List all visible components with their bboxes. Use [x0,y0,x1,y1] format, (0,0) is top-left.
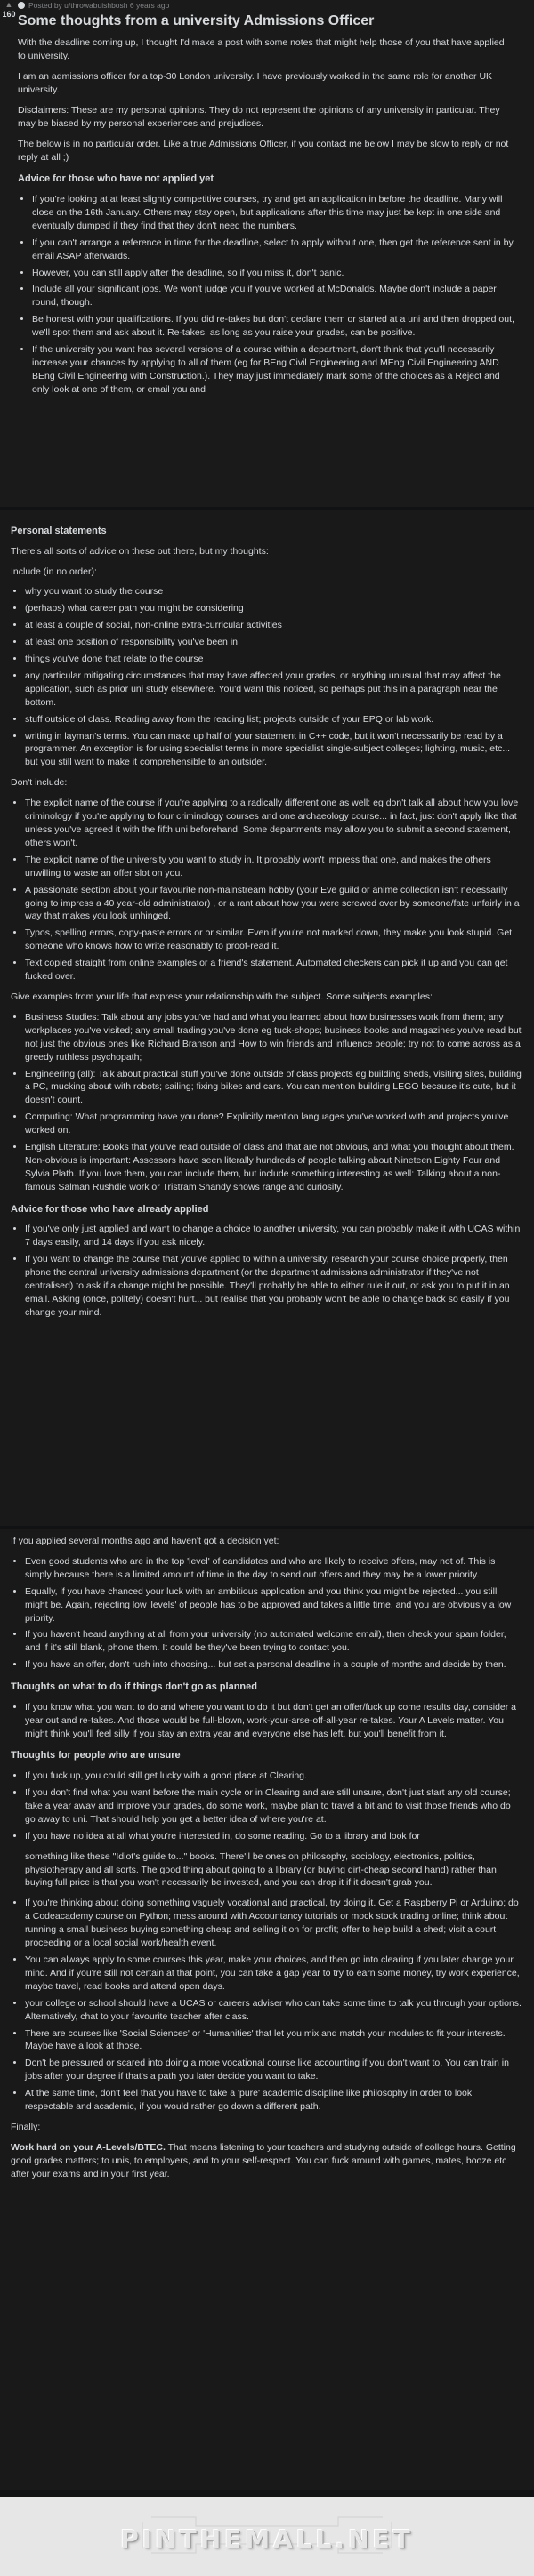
list-item: • English Literature: Books that you've read outside of class and that are not obvious, and what you thought about them. Non-obvious is important: Assessors have seen literally hundreds of people talking about Nineteen Eighty Four and Sylvia Plath. If you love them, you can include them, but include something interesting as well: Talking about a non-famous Salman Rushdie work or Tristram Shandy shows range and curiosity. [25,1141,522,1194]
list-item: • The explicit name of the course if you're applying to a radically different one as well: eg don't talk all about how you love criminology if you're applying to four criminology courses and one archaeology course... in fact, just don't apply like that unless you've agreed it with the fifth uni beforehand. Some departments may allow you to submit a second statement, others won't. [25,797,522,850]
intro-paragraph: Disclaimers: These are my personal opinions. They do not represent the opinions of any university in particular. They may be biased by my personal experiences and prejudices. [18,104,500,129]
finally-paragraph [11,2141,522,2181]
list-item: • Be honest with your qualifications. If you did re-takes but don't declare them or started at a uni and then dropped out, we'll spot them and ask about it. Re-takes, as long as you raise your grades, can be positive. [32,313,514,340]
dont-include-list [11,797,522,983]
list-item: • Engineering (all): Talk about practical stuff you've done outside of class projects eg building sheds, visiting sites, building a PC, mucking about with robots; sailing; fixing bikes and cars. You can mention building LEGO because it's cute, but it doesn't count. [25,1068,522,1108]
list-item: • things you've done that relate to the course [25,653,522,666]
unsure-list-more [11,1897,522,2114]
post-meta-text[interactable]: Posted by u/throwabuishbosh 6 years ago [28,0,170,10]
list-item: • Don't be pressured or scared into doing a more vocational course like accounting if you don't want to. You can train in jobs after your degree if that's a path you later decide you want to take. [25,2057,522,2083]
list-item: • Computing: What programming have you done? Explicitly mention languages you've worked with and projects you've worked on. [25,1111,522,1137]
post-body-part-3 [0,1535,534,2181]
list-item: • A passionate section about your favourite non-mainstream hobby (your Eve guild or anime collection isn't necessarily going to impress a 40 year-old administrator) , or a rant about how you were screwed over by someone/fate unfairly in a way that makes you look unhinged. [25,884,522,924]
list-item: • any particular mitigating circumstances that may have affected your grades, or anything unusual that may affect the application, such as prior uni study elsewhere. You'd want this noticed, so perhaps put this in a paragraph near the bottom. [25,670,522,710]
list-item: • If the university you want has several versions of a course within a department, don't think that you'll necessarily increase your chances by applying to all of them (eg for BEng Civil Engineering and MEng Civil Engineering AND BEng Civil Engineering with Construction.). They may just immediately mark some of the choices as a Reject and only look at one of them, or email you and [32,343,514,397]
list-item: something like these "Idiot's guide to..." books. There'll be ones on philosophy, sociology, electronics, politics, physiotherapy and all sorts. The good thing about going to a library (or buying dirt-cheap second hand) rather than buying full price is that you won't necessarily be invested, and you can drop it if it doesn't grab you. [25,1850,497,1889]
list-item: • If you're thinking about doing something vaguely vocational and practical, try doing it. Get a Raspberry Pi or Arduino; do a Codeacademy course on Python; mess around with Accountancy tutorials or mock stock trading online; think about running a small business buying something cheap and selling it on for profit; offer to help build a shed; visit a court proceeding or a local social work/health event. [25,1897,522,1950]
user-avatar-icon[interactable] [18,2,25,9]
list-item: • You can always apply to some courses this year, make your choices, and then go into clearing if you later change your mind. And if you're still not certain at that point, you can take a gap year to try to earn some money, try work experience, maybe travel, read books and attend open days. [25,1954,522,1994]
section-heading: Thoughts on what to do if things don't go as planned [11,1681,257,1693]
list-item: • Equally, if you have chanced your luck with an ambitious application and you think you might be rejected... you still might be. Again, rejecting low 'levels' of people has to be approved and takes a little time, and you are obviously a low priority. [25,1585,522,1625]
screenshot-part-3 [0,1529,534,2490]
examples-list [11,1011,522,1194]
list-item: • your college or school should have a UCAS or careers adviser who can take some time to talk you through your options. Alternatively, chat to your favourite teacher after class. [25,1997,522,2024]
section-heading: Personal statements [11,526,107,536]
list-item: • (perhaps) what career path you might be considering [25,602,522,615]
section-heading: Advice for those who have not applied yet [18,173,214,185]
unsure-list [11,1769,522,1843]
post-title[interactable]: Some thoughts from a university Admissions Officer [18,13,375,28]
list-item: • If you've only just applied and want to change a choice to another university, you can probably make it with UCAS within 7 days easily, and 14 days if you ask nicely. [25,1223,522,1249]
applied-list [11,1223,522,1319]
vote-count: 160 [2,10,16,19]
include-list [11,585,522,769]
list-item: • If you're looking at at least slightly competitive courses, try and get an application in before the deadline. Many will close on the 16th January. Others may stay open, but applications after this time may just be kept in one side and eventually dumped if they find that they don't need the numbers. [32,193,514,233]
list-item: • If you don't find what you want before the main cycle or in Clearing and are still unsure, don't just start any old course; take a year away and improve your grades, do some work, maybe plan to travel a bit and to visit those friends who do go away to uni. That should help you get a better idea of where you're at. [25,1786,522,1826]
unsure-list-continued [11,1850,522,1890]
intro-paragraph: The below is in no particular order. Like a true Admissions Officer, if you contact me below I may be slow to reply or not reply at all ;) [18,138,509,163]
paragraph: Give examples from your life that express your relationship with the subject. Some subjects examples: [11,991,433,1002]
list-item: • at least a couple of social, non-online extra-curricular activities [25,619,522,632]
list-item: • There are courses like 'Social Sciences' or 'Humanities' that let you mix and match your modules to fit your interests. Maybe have a look at those. [25,2027,522,2054]
paragraph: Include (in no order): [11,566,97,577]
list-item: • stuff outside of class. Reading away from the reading list; projects outside of your EPQ or lab work. [25,713,522,726]
upvote-icon[interactable]: ▲ [4,0,13,9]
no-decision-list [11,1555,522,1672]
not-applied-list [18,193,514,397]
list-item: • why you want to study the course [25,585,522,598]
paragraph: Don't include: [11,777,68,789]
list-item: • Business Studies: Talk about any jobs you've had and what you learned about how businesses work from them; any workplaces you've visited; any small trading you've done eg tuck-shops; business books and magazines you've read but not just the obvious ones like Richard Branson and How to win friends and influence people; try not to come across as a greedy ruthless psychopath; [25,1011,522,1064]
list-item: • If you want to change the course that you've applied to within a university, research your course choice properly, then phone the central university admissions department (or the department admissions administrator if they've not centralised) to ask if a change might be possible. They'll probably be able to either rule it out, or ask you to put it in an email. Asking (once, politely) doesn't hurt... but realise that you probably won't be able to change back so easily if you change your mind. [25,1253,522,1320]
intro-paragraph: I am an admissions officer for a top-30 London university. I have previously worked in the same role for another UK university. [18,71,493,95]
list-item: • The explicit name of the university you want to study in. It probably won't impress that one, and makes the others unwilling to waste an offer slot on you. [25,854,522,880]
screenshot-part-2 [0,510,534,1526]
not-to-plan-list [11,1701,522,1741]
watermark-footer [0,2497,534,2576]
section-heading: Advice for those who have already applied [11,1203,209,1215]
watermark-text: PINTHEMALL.NET [120,2524,414,2554]
section-heading: Thoughts for people who are unsure [11,1750,181,1761]
list-item: • Text copied straight from online examples or a friend's statement. Automated checkers can pick it up and you can get fucked over. [25,957,522,983]
list-item: • However, you can still apply after the deadline, so if you miss it, don't panic. [32,267,514,280]
finally-bold: Work hard on your A-Levels/BTEC. [11,2141,166,2153]
list-item: • If you fuck up, you could still get lucky with a good place at Clearing. [25,1769,522,1783]
finally-label: Finally: [11,2121,41,2132]
list-item: • Typos, spelling errors, copy-paste errors or or similar. Even if you're not marked down, they make you look stupid. Get someone who knows how to write reasonably to proof-read it. [25,927,522,953]
post-meta [0,0,534,11]
post-body-part-1 [0,36,534,397]
list-item: • At the same time, don't feel that you have to take a 'pure' academic discipline like philosophy in order to look respectable and academic, if you would rather go down a different path. [25,2087,522,2114]
post-body-part-2 [0,525,534,1320]
watermark-logo [0,2522,534,2557]
intro-paragraph: With the deadline coming up, I thought I'd make a post with some notes that might help those of you that have applied to university. [18,37,505,62]
list-item: • Even good students who are in the top 'level' of candidates and who are likely to receive offers, may not of. This is simply because there is a limited amount of time in the day to send out offers and they may be a lower priority. [25,1555,522,1582]
screenshot-part-1 [0,0,534,507]
list-item: • Include all your significant jobs. We won't judge you if you've worked at McDonalds. Maybe don't include a paper round, though. [32,283,514,309]
list-item: • writing in layman's terms. You can make up half of your statement in C++ code, but it won't necessarily be read by a programmer. An exception is for using specialist terms in more specialist single-subject colleges; lighting, music, etc... but you still want to make it comprehensible to an outsider. [25,730,522,770]
finally-rest: That means listening to your teachers and studying outside of college hours. Getting good grades matters; to unis, to employers, and to your self-respect. You can fuck around with games, mates, booze etc after your exams and in your first year. [11,2141,516,2179]
paragraph: If you applied several months ago and haven't got a decision yet: [11,1536,279,1546]
list-item: • at least one position of responsibility you've been in [25,636,522,649]
list-item: • If you have an offer, don't rush into choosing... but set a personal deadline in a couple of months and decide by then. [25,1658,522,1672]
list-item: • If you know what you want to do and where you want to do it but don't get an offer/fuck up come results day, consider a year out and re-takes. And those would be full-blown, work-your-arse-off-all-year re-takes. Your A Levels matter. You might think you'll feel silly if you stay an extra year and everyone else has left, but you'll benefit from it. [25,1701,522,1741]
list-item: • If you haven't heard anything at all from your university (no automated welcome email), then check your spam folder, and if it's still blank, phone them. It could be they've been trying to contact you. [25,1628,522,1655]
paragraph: There's all sorts of advice on these out there, but my thoughts: [11,545,269,557]
vote-column [2,0,16,20]
list-item: • If you can't arrange a reference in time for the deadline, select to apply without one, then get the reference sent in by email ASAP afterwards. [32,237,514,263]
list-item: • If you have no idea at all what you're interested in, do some reading. Go to a library and look for [25,1830,522,1843]
